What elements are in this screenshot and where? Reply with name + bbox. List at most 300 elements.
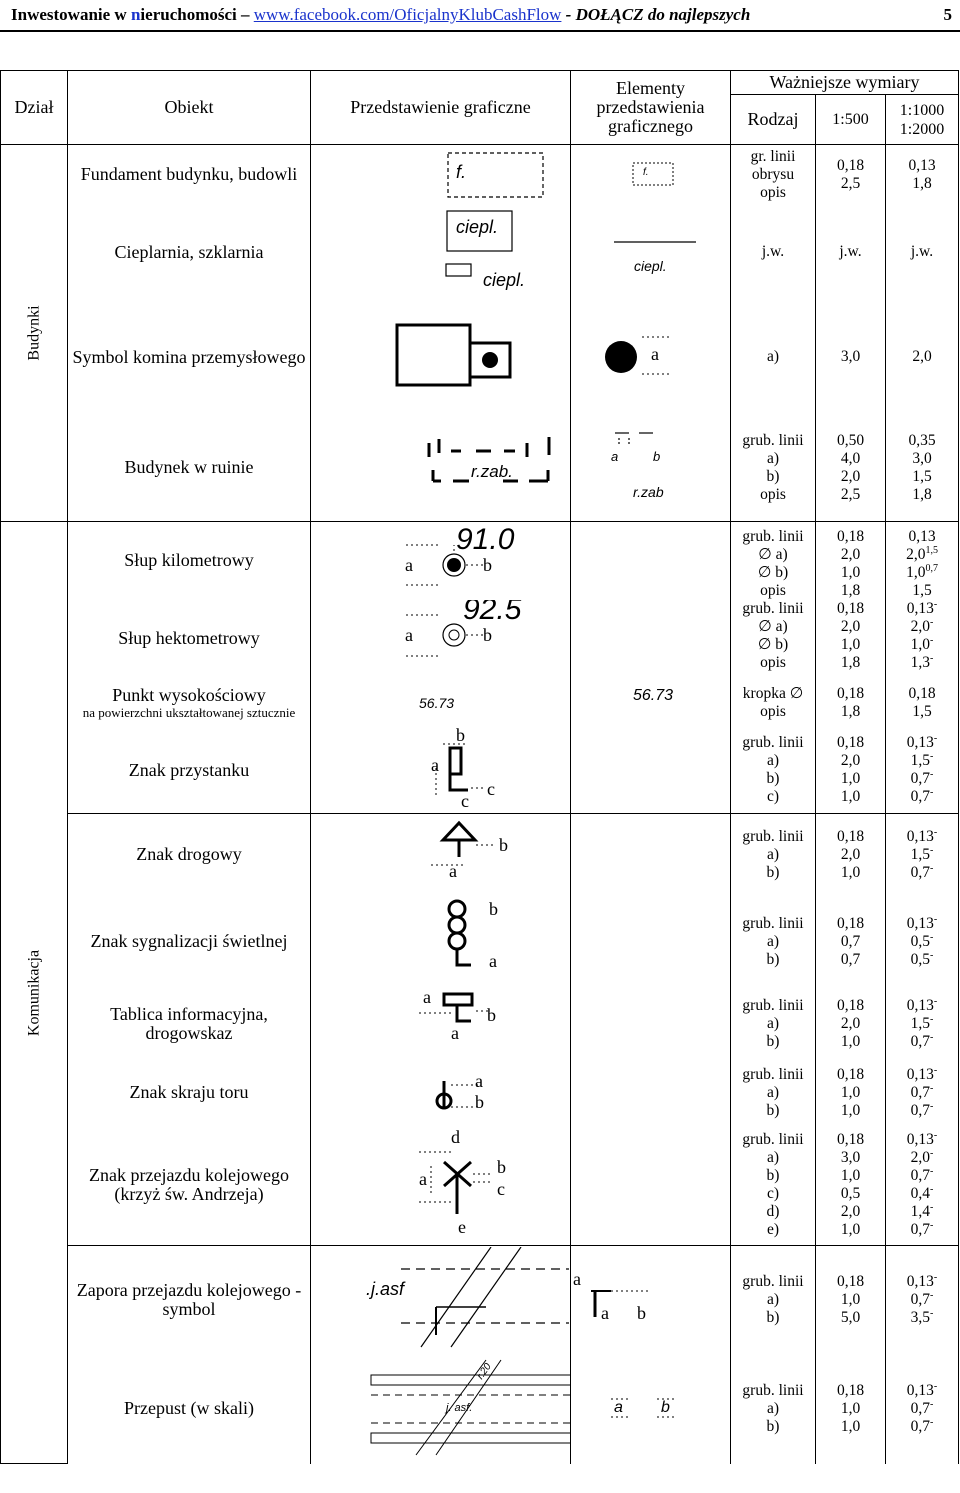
traffic-letter-a: a	[489, 950, 497, 971]
ruin-letter-a: a	[611, 448, 619, 464]
traffic-letter-b: b	[489, 898, 498, 919]
kind-item: b)	[766, 1101, 780, 1119]
value-item: 0,7	[910, 1101, 931, 1119]
row-name: Tablica informacyjna, drogowskaz	[68, 988, 311, 1060]
value-item: 2,0	[910, 617, 931, 635]
value-sup: -	[933, 1380, 938, 1392]
ruin-label: r.zab.	[471, 461, 513, 481]
row-symbol	[311, 988, 571, 1060]
table-row	[1, 415, 959, 522]
kind-item: grub. linii	[742, 914, 804, 932]
value-item: 0,7	[910, 1167, 931, 1185]
barrier-letter-a2: a	[601, 1303, 609, 1323]
value-item: 2,0	[840, 1014, 861, 1032]
value-item: 1,0	[910, 635, 931, 653]
value-item: 0,18	[836, 827, 865, 845]
header-link[interactable]: www.facebook.com/OficjalnyKlubCashFlow	[253, 5, 562, 24]
kind-item: a)	[766, 932, 780, 950]
value-item: 0,7	[910, 1221, 931, 1239]
row-elements	[571, 678, 731, 728]
row-name-main: Punkt wysokościowy	[112, 684, 266, 705]
row-elements	[571, 896, 731, 988]
value-item: 0,18	[836, 1272, 865, 1290]
row-kind	[731, 728, 816, 814]
row-symbol	[311, 728, 571, 814]
value-sup: 0,7	[925, 562, 938, 574]
road-letter-b: b	[499, 835, 508, 855]
culvert-label: j. asf.	[446, 1401, 473, 1414]
value-item: 1,0	[840, 1221, 861, 1239]
section-budynki-label: Budynki	[25, 305, 43, 361]
value-sup: -	[933, 1064, 938, 1076]
value-item: 1,0	[840, 1399, 861, 1417]
kind-item: a)	[766, 845, 780, 863]
value-item: 0,4	[910, 1185, 931, 1203]
row-kind	[731, 415, 816, 522]
hm-post-symbol	[311, 601, 571, 677]
value-item: 1,0	[840, 1417, 861, 1435]
height-point-label: 56.73	[419, 694, 455, 711]
kind-item: ∅ b)	[757, 635, 789, 653]
row-kind	[731, 1354, 816, 1464]
value-item: 1,5	[912, 467, 932, 485]
kind-item: b)	[766, 1308, 780, 1326]
table-row	[1, 728, 959, 814]
barrier-element	[571, 1247, 731, 1353]
value-item: 0,18	[836, 996, 865, 1014]
section-budynki	[1, 145, 68, 522]
row-elements	[571, 1354, 731, 1464]
kind-item: grub. linii	[742, 431, 804, 449]
scale-1000-label: 1:1000	[899, 101, 945, 119]
value-item: 2,0	[840, 752, 861, 770]
row-v500	[816, 988, 886, 1060]
table-row	[1, 300, 959, 415]
row-v500	[816, 415, 886, 522]
info-board-symbol	[311, 989, 571, 1059]
row-v1000	[886, 896, 959, 988]
row-kind	[731, 1060, 816, 1126]
value-item: 3,0	[912, 449, 932, 467]
value-item: 0,18	[836, 1381, 865, 1399]
value-sup: -	[933, 913, 938, 925]
value-item: 2,0	[840, 617, 861, 635]
value-item: 0,18	[836, 734, 865, 752]
value-item: 1,8	[840, 581, 861, 599]
value-item: 1,8	[840, 653, 861, 671]
row-v500	[816, 1354, 886, 1464]
kind-item: grub. linii	[742, 599, 804, 617]
kind-item: grub. linii	[742, 827, 804, 845]
value-sup: -	[930, 931, 934, 943]
row-v500	[816, 1126, 886, 1246]
col-dimensions: Ważniejsze wymiary	[731, 71, 959, 95]
culvert-symbol	[311, 1355, 571, 1463]
bus-letter-c: c	[487, 778, 495, 799]
value-item: 0,18	[836, 1065, 865, 1083]
kind-item: a)	[766, 449, 780, 467]
row-name: Znak przystanku	[68, 728, 311, 814]
value-item: 2,5	[840, 485, 861, 503]
row-v500	[816, 896, 886, 988]
row-elements	[571, 205, 731, 300]
row-kind	[731, 145, 816, 205]
value-item: 1,5	[910, 752, 931, 770]
symbols-table	[0, 70, 959, 1464]
section-komunikacja-label: Komunikacja	[25, 949, 43, 1036]
value-sup: -	[930, 1031, 934, 1043]
value-sup: -	[933, 995, 938, 1007]
row-symbol	[311, 896, 571, 988]
value-item: 0,7	[910, 1032, 931, 1050]
board-letter-b: b	[487, 1004, 496, 1025]
value-item: 0,35	[908, 431, 936, 449]
kind-item: opis	[760, 485, 786, 503]
hm-letter-b: b	[483, 624, 492, 645]
value-item: 0,18	[908, 684, 936, 702]
row-elements	[571, 728, 731, 814]
kind-item: grub. linii	[742, 527, 804, 545]
value-item: 1,8	[840, 702, 861, 720]
row-elements	[571, 145, 731, 205]
value-sup: -	[930, 1289, 934, 1301]
value-item: 2,0	[906, 545, 926, 563]
foundation-element-symbol	[571, 146, 731, 204]
row-v1000: 2,0	[886, 300, 959, 415]
board-letter-a: a	[423, 987, 431, 1007]
table-row	[1, 896, 959, 988]
row-v1000	[886, 988, 959, 1060]
value-sup: -	[930, 1184, 934, 1196]
value-item: 0,13	[906, 827, 934, 845]
value-sup: 1,5	[925, 544, 938, 556]
row-name: Symbol komina przemysłowego	[68, 300, 311, 415]
kind-item: ∅ a)	[758, 617, 788, 635]
table-row	[1, 678, 959, 728]
culvert-label-2: r.20	[475, 1360, 494, 1382]
cross-letter-c: c	[497, 1178, 505, 1199]
col-elements: Elementy przedstawienia graficznego	[571, 71, 731, 145]
value-item: 3,0	[840, 1149, 861, 1167]
km-post-value: 91.0	[456, 523, 515, 556]
row-name: Znak skraju toru	[68, 1060, 311, 1126]
scale-2000-label: 1:2000	[899, 120, 945, 138]
value-item: 4,0	[840, 449, 861, 467]
value-sup: -	[930, 1398, 934, 1410]
value-item: 1,5	[912, 702, 932, 720]
bus-stop-symbol	[311, 728, 571, 812]
value-sup: -	[933, 1130, 938, 1142]
kind-item: a)	[766, 1014, 780, 1032]
barrier-label: .j.asf	[366, 1279, 405, 1299]
hm-letter-a: a	[405, 624, 413, 645]
row-v500: j.w.	[816, 205, 886, 300]
header-mid: ieruchomości –	[140, 5, 254, 24]
km-letter-b: b	[483, 555, 492, 575]
kind-item: d)	[766, 1203, 780, 1221]
row-symbol	[311, 205, 571, 300]
col-graphic: Przedstawienie graficzne	[311, 71, 571, 145]
ruin-symbol	[311, 415, 571, 520]
value-item: 0,7	[910, 1399, 931, 1417]
height-point-element: 56.73	[633, 686, 674, 704]
cross-letter-e: e	[458, 1216, 466, 1237]
value-item: 2,0	[840, 545, 861, 563]
value-sup: -	[930, 1082, 934, 1094]
value-item: 0,7	[910, 1083, 931, 1101]
kind-item: b)	[766, 950, 780, 968]
road-sign-symbol	[311, 815, 571, 895]
value-item: 0,18	[836, 156, 865, 174]
section-komunikacja	[1, 522, 68, 1464]
row-name: Fundament budynku, budowli	[68, 145, 311, 205]
cross-letter-a: a	[419, 1168, 427, 1189]
row-elements	[571, 600, 731, 678]
row-kind: j.w.	[731, 205, 816, 300]
hm-post-value: 92.5	[463, 599, 522, 626]
value-sup: -	[930, 1013, 934, 1025]
row-kind	[731, 1246, 816, 1354]
value-item: 1,0	[840, 1167, 861, 1185]
kind-item: a)	[766, 1149, 780, 1167]
header-title	[11, 5, 750, 25]
kind-item: grub. linii	[742, 734, 804, 752]
row-v500	[816, 728, 886, 814]
kind-item: a)	[766, 1083, 780, 1101]
road-letter-a: a	[449, 861, 457, 881]
kind-item: b)	[766, 770, 780, 788]
row-v500	[816, 522, 886, 678]
row-symbol	[311, 300, 571, 415]
row-symbol	[311, 145, 571, 205]
value-item: 0,13	[906, 734, 934, 752]
kind-item: grub. linii	[742, 1131, 804, 1149]
barrier-letter-b: b	[637, 1303, 646, 1323]
kind-item: e)	[766, 1221, 780, 1239]
value-sup: -	[930, 751, 934, 763]
greenhouse-label-1: ciepl.	[456, 216, 499, 237]
value-item: 0,13	[906, 1065, 934, 1083]
kind-item: kropka ∅	[742, 684, 804, 702]
value-sup: -	[930, 1220, 934, 1232]
track-edge-symbol	[311, 1061, 571, 1125]
kind-item: ∅ b)	[757, 563, 789, 581]
culvert-letter-b: b	[661, 1398, 670, 1416]
row-name: Przepust (w skali)	[68, 1354, 311, 1464]
value-item: 1,5	[910, 1014, 931, 1032]
table-row	[1, 1354, 959, 1464]
kind-item: a)	[766, 752, 780, 770]
kind-item: b)	[766, 1417, 780, 1435]
value-item: 2,5	[840, 174, 861, 192]
row-kind	[731, 896, 816, 988]
value-item: 1,0	[840, 770, 861, 788]
row-v1000	[886, 1060, 959, 1126]
row-name-sub: na powierzchni ukształtowanej sztucznie	[82, 704, 296, 720]
kind-item: grub. linii	[742, 1272, 804, 1290]
row-symbol	[311, 600, 571, 678]
kind-item: opis	[760, 653, 786, 671]
row-elements	[571, 300, 731, 415]
value-item: 1,0	[840, 1290, 861, 1308]
value-item: 2,0	[840, 1203, 861, 1221]
ruin-element	[571, 415, 731, 520]
kind-item: b)	[766, 863, 780, 881]
value-item: 1,0	[840, 1083, 861, 1101]
col-dzial: Dział	[1, 71, 68, 145]
value-item: 1,4	[910, 1203, 931, 1221]
value-item: 0,13	[906, 1272, 934, 1290]
culvert-element	[571, 1355, 731, 1463]
bus-letter-a: a	[431, 754, 439, 775]
km-post-symbol	[311, 523, 571, 599]
row-v500	[816, 145, 886, 205]
foundation-label: f.	[456, 162, 467, 182]
row-v1000	[886, 415, 959, 522]
value-item: 0,13	[906, 1381, 934, 1399]
row-symbol	[311, 814, 571, 896]
value-item: 1,0	[840, 563, 861, 581]
value-item: 2,0	[910, 1149, 931, 1167]
value-item: 1,0	[840, 635, 861, 653]
value-item: 2,0	[840, 845, 861, 863]
row-elements	[571, 415, 731, 522]
row-v1000	[886, 1246, 959, 1354]
kind-item: grub. linii	[742, 996, 804, 1014]
row-symbol	[311, 522, 571, 600]
value-item: 0,7	[840, 932, 861, 950]
board-letter-a2: a	[451, 1022, 459, 1043]
page-header	[0, 0, 960, 32]
value-item: 1,0	[840, 788, 861, 806]
value-sup: -	[933, 1271, 938, 1283]
row-symbol	[311, 1060, 571, 1126]
cross-letter-b: b	[497, 1156, 506, 1177]
value-sup: -	[930, 1166, 934, 1178]
row-symbol	[311, 1246, 571, 1354]
foundation-symbol	[311, 146, 571, 204]
row-symbol	[311, 678, 571, 728]
row-name: Zapora przejazdu kolejowego - symbol	[68, 1246, 311, 1354]
culvert-letter-a: a	[614, 1398, 623, 1416]
kind-item: opis	[760, 581, 786, 599]
track-letter-a: a	[475, 1070, 483, 1091]
value-item: 0,5	[910, 932, 931, 950]
barrier-letter-a: a	[573, 1269, 581, 1289]
row-v1000	[886, 678, 959, 728]
kind-item: a)	[766, 1399, 780, 1417]
value-item: 0,7	[840, 950, 861, 968]
row-kind	[731, 1126, 816, 1246]
value-item: 0,13	[906, 599, 934, 617]
row-v1000: j.w.	[886, 205, 959, 300]
value-item: 3,5	[910, 1308, 931, 1326]
row-v500	[816, 678, 886, 728]
value-item: 1,3	[910, 653, 931, 671]
value-item: 0,7	[910, 1417, 931, 1435]
value-item: 1,0	[840, 1032, 861, 1050]
cross-letter-d: d	[451, 1126, 460, 1147]
barrier-symbol	[311, 1247, 571, 1353]
row-v1000	[886, 145, 959, 205]
row-v1000	[886, 814, 959, 896]
row-name: Słup kilometrowy	[68, 522, 311, 600]
row-elements	[571, 1126, 731, 1246]
greenhouse-symbol	[311, 206, 571, 299]
bus-letter-c2: c	[461, 790, 469, 811]
col-scale-500: 1:500	[816, 95, 886, 145]
kind-item: grub. linii	[742, 1065, 804, 1083]
row-elements	[571, 1246, 731, 1354]
row-symbol	[311, 1126, 571, 1246]
value-sup: -	[930, 1100, 934, 1112]
value-sup: -	[930, 769, 934, 781]
km-letter-a: a	[405, 555, 413, 575]
chimney-letter-a: a	[651, 343, 659, 364]
value-item: 0,5	[840, 1185, 861, 1203]
value-item: 0,50	[836, 431, 865, 449]
table-row	[1, 988, 959, 1060]
value-item: 0,7	[910, 1290, 931, 1308]
row-v1000	[886, 728, 959, 814]
row-v500	[816, 814, 886, 896]
value-sup: -	[930, 1416, 934, 1428]
row-name	[68, 678, 311, 728]
row-name: Znak przejazdu kolejowego (krzyż św. Andrzeja)	[68, 1126, 311, 1246]
header-n: n	[130, 5, 141, 24]
value-sup: -	[933, 598, 938, 610]
value-sup: -	[933, 733, 938, 745]
kind-item: ∅ a)	[758, 545, 788, 563]
page-number: 5	[943, 5, 952, 24]
value-sup: -	[930, 616, 934, 628]
row-kind	[731, 814, 816, 896]
value-item: 0,18	[836, 599, 865, 617]
row-v1000	[886, 1126, 959, 1246]
value-item: 0,13	[906, 1131, 934, 1149]
table-row	[1, 814, 959, 896]
row-v1000	[886, 522, 959, 678]
value-item: 1,0	[840, 1101, 861, 1119]
bus-letter-b: b	[456, 727, 465, 745]
foundation-element-label: f.	[643, 167, 649, 178]
track-letter-b: b	[475, 1091, 484, 1112]
ruin-element-label: r.zab	[633, 483, 664, 500]
table-row	[1, 145, 959, 205]
value-item: 0,13	[908, 527, 936, 545]
value-item: 2,0	[840, 467, 861, 485]
row-name: Znak drogowy	[68, 814, 311, 896]
col-kind: Rodzaj	[731, 95, 816, 145]
row-elements	[571, 522, 731, 600]
value-item: 0,5	[910, 950, 931, 968]
value-sup: -	[930, 862, 934, 874]
row-name: Słup hektometrowy	[68, 600, 311, 678]
row-kind: a)	[731, 300, 816, 415]
value-sup: -	[930, 1148, 934, 1160]
row-elements	[571, 814, 731, 896]
col-scale-1000	[886, 95, 959, 145]
kind-item: grub. linii	[742, 1381, 804, 1399]
table-row	[1, 1246, 959, 1354]
value-item: 0,13	[908, 156, 936, 174]
value-item: 1,8	[912, 174, 932, 192]
kind-item: b)	[766, 1167, 780, 1185]
table-row	[1, 1060, 959, 1126]
value-item: 0,13	[906, 914, 934, 932]
row-symbol	[311, 1354, 571, 1464]
kind-item: a)	[766, 1290, 780, 1308]
